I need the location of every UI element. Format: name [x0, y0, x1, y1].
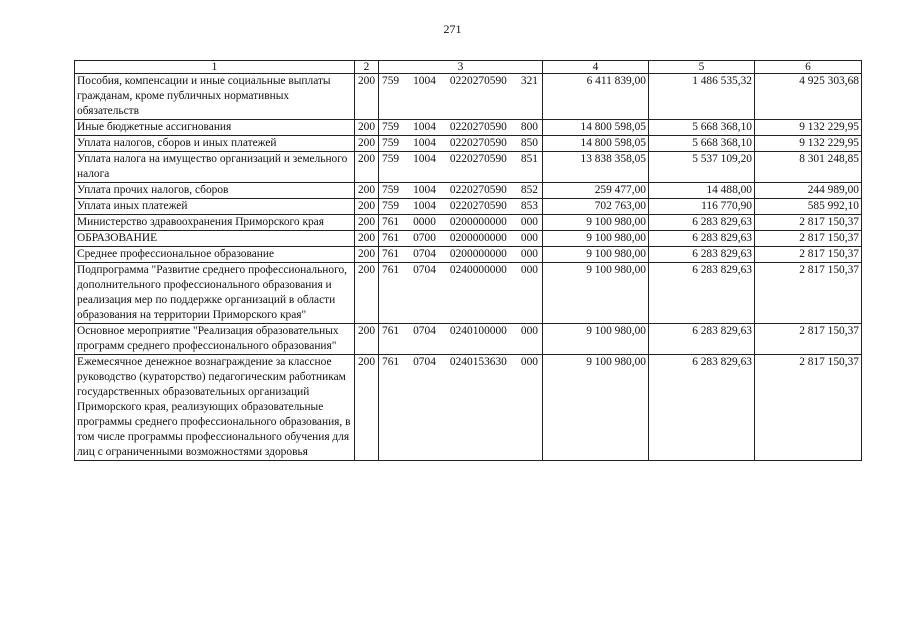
section-code: 1004 — [413, 184, 436, 196]
amount-column-5: 5 668 368,10 — [649, 120, 755, 136]
page-number: 271 — [443, 22, 462, 36]
target-article-code: 0220270590 — [449, 75, 507, 87]
amount-column-6: 2 817 150,37 — [755, 263, 862, 324]
budget-classification-code — [379, 152, 543, 183]
target-article-code: 0220270590 — [449, 184, 507, 196]
expense-name: Основное мероприятие "Реализация образовательных программ среднего профессионального образования" — [75, 324, 355, 355]
code-column-2: 200 — [355, 215, 379, 231]
expense-type-code: 851 — [520, 153, 538, 165]
department-code: 759 — [382, 121, 400, 133]
target-article-code: 0220270590 — [449, 200, 507, 212]
department-code: 761 — [382, 216, 400, 228]
amount-column-4: 6 411 839,00 — [543, 74, 649, 120]
section-code: 0000 — [413, 216, 436, 228]
amount-column-5: 6 283 829,63 — [649, 324, 755, 355]
section-code: 1004 — [413, 75, 436, 87]
code-column-2: 200 — [355, 231, 379, 247]
department-code: 761 — [382, 248, 400, 260]
amount-column-4: 9 100 980,00 — [543, 247, 649, 263]
table-row — [75, 215, 862, 231]
target-article-code: 0220270590 — [449, 121, 507, 133]
table-row — [75, 355, 862, 461]
amount-column-6: 585 992,10 — [755, 199, 862, 215]
code-column-2: 200 — [355, 263, 379, 324]
code-column-2: 200 — [355, 74, 379, 120]
section-code: 0704 — [413, 264, 436, 276]
target-article-code: 0240000000 — [449, 264, 507, 276]
section-code: 1004 — [413, 121, 436, 133]
amount-column-6: 8 301 248,85 — [755, 152, 862, 183]
target-article-code: 0240153630 — [449, 356, 507, 368]
section-code: 0704 — [413, 356, 436, 368]
amount-column-5: 6 283 829,63 — [649, 355, 755, 461]
expense-type-code: 000 — [520, 264, 538, 276]
column-header-6: 6 — [755, 61, 862, 74]
budget-classification-code — [379, 247, 543, 263]
section-code: 0704 — [413, 325, 436, 337]
target-article-code: 0240100000 — [449, 325, 507, 337]
target-article-code: 0220270590 — [449, 137, 507, 149]
amount-column-5: 6 283 829,63 — [649, 231, 755, 247]
department-code: 761 — [382, 356, 400, 368]
expense-name: ОБРАЗОВАНИЕ — [75, 231, 355, 247]
amount-column-4: 259 477,00 — [543, 183, 649, 199]
department-code: 761 — [382, 325, 400, 337]
expense-name: Уплата налогов, сборов и иных платежей — [75, 136, 355, 152]
expense-type-code: 000 — [520, 216, 538, 228]
expense-name: Уплата иных платежей — [75, 199, 355, 215]
expense-type-code: 850 — [520, 137, 538, 149]
code-column-2: 200 — [355, 183, 379, 199]
code-column-2: 200 — [355, 136, 379, 152]
table-row — [75, 231, 862, 247]
budget-classification-code — [379, 74, 543, 120]
table-row — [75, 263, 862, 324]
amount-column-4: 14 800 598,05 — [543, 136, 649, 152]
expense-name: Среднее профессиональное образование — [75, 247, 355, 263]
expense-name: Министерство здравоохранения Приморского края — [75, 215, 355, 231]
budget-classification-code — [379, 199, 543, 215]
amount-column-6: 2 817 150,37 — [755, 355, 862, 461]
table-row — [75, 74, 862, 120]
table-row — [75, 120, 862, 136]
budget-classification-code — [379, 263, 543, 324]
amount-column-6: 4 925 303,68 — [755, 74, 862, 120]
amount-column-6: 2 817 150,37 — [755, 324, 862, 355]
section-code: 0704 — [413, 248, 436, 260]
department-code: 761 — [382, 264, 400, 276]
expense-name: Пособия, компенсации и иные социальные выплаты гражданам, кроме публичных нормативных обязательств — [75, 74, 355, 120]
amount-column-4: 9 100 980,00 — [543, 215, 649, 231]
target-article-code: 0200000000 — [449, 248, 507, 260]
section-code: 1004 — [413, 153, 436, 165]
table-header-row — [75, 61, 862, 74]
amount-column-6: 2 817 150,37 — [755, 231, 862, 247]
code-column-2: 200 — [355, 152, 379, 183]
department-code: 759 — [382, 200, 400, 212]
amount-column-5: 116 770,90 — [649, 199, 755, 215]
amount-column-4: 9 100 980,00 — [543, 324, 649, 355]
column-header-4: 4 — [543, 61, 649, 74]
department-code: 759 — [382, 184, 400, 196]
table-row — [75, 324, 862, 355]
column-header-5: 5 — [649, 61, 755, 74]
amount-column-5: 5 668 368,10 — [649, 136, 755, 152]
expense-name: Подпрограмма "Развитие среднего профессионального, дополнительного профессионального образования и реализация мер по поддержке организаций в области образования на территории Приморского края" — [75, 263, 355, 324]
amount-column-6: 2 817 150,37 — [755, 247, 862, 263]
amount-column-6: 244 989,00 — [755, 183, 862, 199]
column-header-1: 1 — [75, 61, 355, 74]
department-code: 759 — [382, 75, 400, 87]
expense-name: Уплата прочих налогов, сборов — [75, 183, 355, 199]
expense-type-code: 852 — [520, 184, 538, 196]
amount-column-6: 9 132 229,95 — [755, 120, 862, 136]
department-code: 759 — [382, 137, 400, 149]
table-row — [75, 247, 862, 263]
department-code: 759 — [382, 153, 400, 165]
expense-type-code: 000 — [520, 232, 538, 244]
expense-name: Иные бюджетные ассигнования — [75, 120, 355, 136]
expense-type-code: 000 — [520, 325, 538, 337]
amount-column-5: 5 537 109,20 — [649, 152, 755, 183]
code-column-2: 200 — [355, 199, 379, 215]
code-column-2: 200 — [355, 247, 379, 263]
table-row — [75, 199, 862, 215]
expense-type-code: 321 — [520, 75, 538, 87]
amount-column-4: 14 800 598,05 — [543, 120, 649, 136]
budget-classification-code — [379, 231, 543, 247]
budget-classification-code — [379, 183, 543, 199]
expense-type-code: 853 — [520, 200, 538, 212]
expense-name: Уплата налога на имущество организаций и земельного налога — [75, 152, 355, 183]
amount-column-5: 6 283 829,63 — [649, 247, 755, 263]
code-column-2: 200 — [355, 120, 379, 136]
amount-column-6: 9 132 229,95 — [755, 136, 862, 152]
target-article-code: 0200000000 — [449, 232, 507, 244]
table-body — [75, 74, 862, 461]
budget-classification-code — [379, 120, 543, 136]
table-row — [75, 152, 862, 183]
expense-name: Ежемесячное денежное вознаграждение за классное руководство (кураторство) педагогическим работникам государственных образовательных организаций Приморского края, реализующих образовательные программы среднего профессионального образования, в том числе программы профессионального обучения для лиц с ограниченными возможностями здоровья — [75, 355, 355, 461]
expense-type-code: 000 — [520, 356, 538, 368]
department-code: 761 — [382, 232, 400, 244]
amount-column-6: 2 817 150,37 — [755, 215, 862, 231]
budget-classification-code — [379, 215, 543, 231]
target-article-code: 0220270590 — [449, 153, 507, 165]
column-header-3: 3 — [379, 61, 543, 74]
section-code: 0700 — [413, 232, 436, 244]
budget-classification-code — [379, 355, 543, 461]
budget-classification-code — [379, 136, 543, 152]
amount-column-5: 1 486 535,32 — [649, 74, 755, 120]
expense-type-code: 000 — [520, 248, 538, 260]
amount-column-5: 6 283 829,63 — [649, 263, 755, 324]
amount-column-4: 9 100 980,00 — [543, 355, 649, 461]
budget-classification-code — [379, 324, 543, 355]
amount-column-5: 14 488,00 — [649, 183, 755, 199]
amount-column-4: 9 100 980,00 — [543, 263, 649, 324]
expense-type-code: 800 — [520, 121, 538, 133]
code-column-2: 200 — [355, 324, 379, 355]
amount-column-4: 13 838 358,05 — [543, 152, 649, 183]
target-article-code: 0200000000 — [449, 216, 507, 228]
code-column-2: 200 — [355, 355, 379, 461]
section-code: 1004 — [413, 200, 436, 212]
amount-column-4: 702 763,00 — [543, 199, 649, 215]
table-row — [75, 136, 862, 152]
amount-column-5: 6 283 829,63 — [649, 215, 755, 231]
column-header-2: 2 — [355, 61, 379, 74]
budget-table — [74, 60, 862, 461]
section-code: 1004 — [413, 137, 436, 149]
table-row — [75, 183, 862, 199]
amount-column-4: 9 100 980,00 — [543, 231, 649, 247]
